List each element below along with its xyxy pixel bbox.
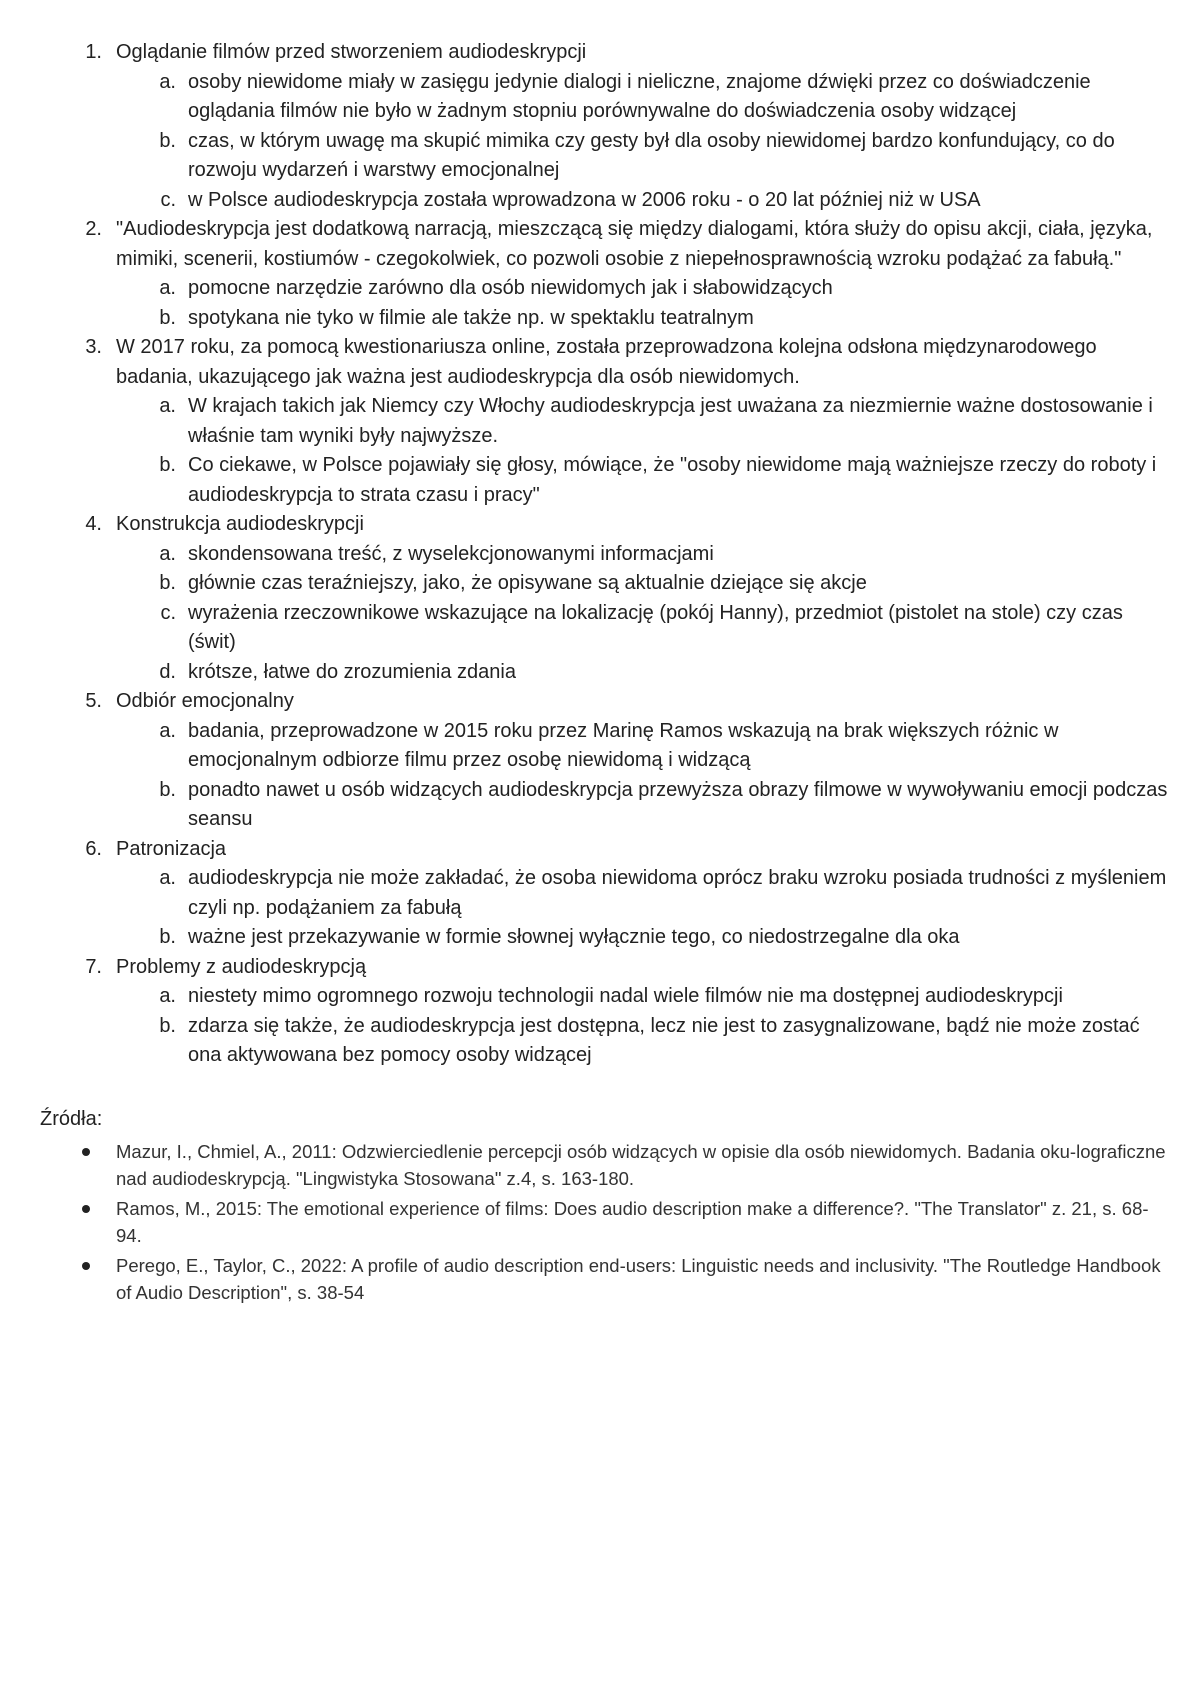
sources-list bbox=[40, 1138, 1170, 1306]
outline-item-number: 2. bbox=[85, 218, 102, 240]
outline-subitem-text: osoby niewidome miały w zasięgu jedynie dialogi i nieliczne, znajome dźwięki przez co doświadczenie oglądania filmów nie było w żadnym stopniu porównywalne do doświadczenia osoby widzącej bbox=[188, 70, 1091, 122]
outline-item bbox=[40, 835, 1170, 953]
outline-item-number: 6. bbox=[85, 837, 102, 860]
outline-item-text: Patronizacja bbox=[116, 837, 227, 860]
outline-subitem-letter: b. bbox=[159, 1014, 176, 1037]
outline-subitem bbox=[116, 982, 1170, 1012]
outline-subitem-letter: b. bbox=[159, 306, 176, 329]
outline-sublist bbox=[116, 392, 1170, 510]
outline-subitem-text: głównie czas teraźniejszy, jako, że opisywane są aktualnie dziejące się akcje bbox=[188, 572, 867, 594]
outline-item-number: 3. bbox=[85, 336, 102, 358]
outline-subitem-text: pomocne narzędzie zarówno dla osób niewidomych jak i słabowidzących bbox=[188, 277, 833, 299]
outline-item-text: W 2017 roku, za pomocą kwestionariusza online, została przeprowadzona kolejna odsłona międzynarodowego badania, ukazującego jak ważna jest audiodeskrypcja dla osób niewidomych. bbox=[116, 336, 1097, 388]
outline-subitem-text: zdarza się także, że audiodeskrypcja jest dostępna, lecz nie jest to zasygnalizowane, bądź nie może zostać ona aktywowana bez pomocy osoby widzącej bbox=[188, 1014, 1140, 1066]
outline-subitem bbox=[116, 127, 1170, 186]
outline-subitem-text: krótsze, łatwe do zrozumienia zdania bbox=[188, 660, 516, 683]
outline-subitem-text: spotykana nie tyko w filmie ale także np. w spektaklu teatralnym bbox=[188, 306, 754, 329]
outline-list bbox=[40, 38, 1170, 1071]
outline-sublist bbox=[116, 864, 1170, 953]
outline-subitem bbox=[116, 186, 1170, 216]
outline-subitem-letter: a. bbox=[159, 542, 176, 565]
outline-subitem-text: audiodeskrypcja nie może zakładać, że osoba niewidoma oprócz braku wzroku posiada trudności z myśleniem czyli np. podążaniem za fabułą bbox=[188, 867, 1167, 919]
outline-subitem-text: w Polsce audiodeskrypcja została wprowadzona w 2006 roku - o 20 lat później niż w USA bbox=[188, 188, 981, 211]
outline-subitem-text: wyrażenia rzeczownikowe wskazujące na lokalizację (pokój Hanny), przedmiot (pistolet na stole) czy czas (świt) bbox=[188, 601, 1123, 653]
outline-sublist bbox=[116, 68, 1170, 216]
outline-sublist bbox=[116, 717, 1170, 835]
outline-item bbox=[40, 38, 1170, 215]
outline-subitem-text: czas, w którym uwagę ma skupić mimika czy gesty był dla osoby niewidomej bardzo konfundujący, co do rozwoju wydarzeń i warstwy emocjonalnej bbox=[188, 129, 1115, 181]
outline-subitem-text: niestety mimo ogromnego rozwoju technologii nadal wiele filmów nie ma dostępnej audiodeskrypcji bbox=[188, 985, 1063, 1007]
outline-subitem-text: ważne jest przekazywanie w formie słownej wyłącznie tego, co niedostrzegalne dla oka bbox=[188, 926, 960, 948]
outline-subitem-letter: b. bbox=[159, 926, 176, 948]
outline-subitem bbox=[116, 599, 1170, 658]
outline-item-text: Konstrukcja audiodeskrypcji bbox=[116, 513, 364, 535]
outline-subitem bbox=[116, 451, 1170, 510]
source-item bbox=[40, 1138, 1170, 1192]
outline-subitem-letter: d. bbox=[159, 660, 176, 683]
outline-sublist bbox=[116, 982, 1170, 1071]
outline-subitem-letter: a. bbox=[159, 395, 176, 417]
outline-subitem bbox=[116, 392, 1170, 451]
outline-subitem-letter: c. bbox=[160, 601, 176, 624]
outline-item-text: Problemy z audiodeskrypcją bbox=[116, 955, 367, 978]
outline-subitem-letter: a. bbox=[159, 719, 176, 742]
outline-subitem bbox=[116, 923, 1170, 953]
outline-subitem-letter: b. bbox=[159, 572, 176, 594]
outline-item bbox=[40, 510, 1170, 687]
outline-item bbox=[40, 333, 1170, 510]
bullet-icon bbox=[82, 1262, 90, 1270]
outline-subitem-letter: a. bbox=[159, 277, 176, 299]
outline-subitem bbox=[116, 540, 1170, 570]
source-item bbox=[40, 1195, 1170, 1249]
outline-subitem-text: W krajach takich jak Niemcy czy Włochy audiodeskrypcja jest uważana za niezmiernie ważne dostosowanie i właśnie tam wyniki były najwyższe. bbox=[188, 395, 1153, 447]
source-item-text: Ramos, M., 2015: The emotional experience of films: Does audio description make a difference?. "The Translator" z. 21, s. 68-94. bbox=[116, 1197, 1149, 1246]
outline-item-text: "Audiodeskrypcja jest dodatkową narracją, mieszczącą się między dialogami, która służy do opisu akcji, ciała, języka, mimiki, scenerii, kostiumów - czegokolwiek, co pozwoli osobie z niepełnosprawnością wzroku podążać za fabułą." bbox=[116, 218, 1153, 270]
outline-item-text: Odbiór emocjonalny bbox=[116, 690, 294, 712]
document-content bbox=[40, 38, 1170, 1309]
outline-subitem bbox=[116, 864, 1170, 923]
outline-subitem bbox=[116, 658, 1170, 688]
outline-subitem bbox=[116, 776, 1170, 835]
outline-subitem-letter: b. bbox=[159, 454, 176, 476]
outline-subitem-letter: a. bbox=[159, 867, 176, 889]
outline-subitem bbox=[116, 717, 1170, 776]
outline-subitem-text: ponadto nawet u osób widzących audiodeskrypcja przewyższa obrazy filmowe w wywoływaniu emocji podczas seansu bbox=[188, 778, 1168, 830]
bullet-icon bbox=[82, 1148, 90, 1156]
source-item-text: Perego, E., Taylor, C., 2022: A profile of audio description end-users: Linguistic needs and inclusivity. "The Routledge Handbook of Audio Description", s. 38-54 bbox=[116, 1254, 1161, 1303]
outline-item-text: Oglądanie filmów przed stworzeniem audiodeskrypcji bbox=[116, 41, 587, 63]
outline-subitem-letter: b. bbox=[159, 129, 176, 152]
outline-item-number: 7. bbox=[85, 955, 102, 978]
outline-sublist bbox=[116, 540, 1170, 688]
bullet-icon bbox=[82, 1205, 90, 1213]
outline-subitem bbox=[116, 274, 1170, 304]
outline-item-number: 5. bbox=[85, 690, 102, 712]
outline-subitem-text: Co ciekawe, w Polsce pojawiały się głosy, mówiące, że "osoby niewidome mają ważniejsze rzeczy do roboty i audiodeskrypcja to strata czasu i pracy" bbox=[188, 454, 1157, 506]
outline-sublist bbox=[116, 274, 1170, 333]
outline-subitem-text: skondensowana treść, z wyselekcjonowanymi informacjami bbox=[188, 542, 714, 565]
outline-item-number: 1. bbox=[85, 41, 102, 63]
outline-item bbox=[40, 687, 1170, 835]
outline-item-number: 4. bbox=[85, 513, 102, 535]
outline-subitem-letter: b. bbox=[159, 778, 176, 801]
outline-item bbox=[40, 215, 1170, 333]
outline-subitem bbox=[116, 68, 1170, 127]
outline-subitem-text: badania, przeprowadzone w 2015 roku przez Marinę Ramos wskazują na brak większych różnic w emocjonalnym odbiorze filmu przez osobę niewidomą i widzącą bbox=[188, 719, 1059, 771]
sources-heading: Źródła: bbox=[40, 1107, 103, 1130]
outline-subitem-letter: c. bbox=[160, 188, 176, 211]
outline-subitem-letter: a. bbox=[159, 985, 176, 1007]
outline-item bbox=[40, 953, 1170, 1071]
outline-subitem bbox=[116, 304, 1170, 334]
outline-subitem bbox=[116, 569, 1170, 599]
outline-subitem-letter: a. bbox=[159, 70, 176, 93]
outline-subitem bbox=[116, 1012, 1170, 1071]
source-item bbox=[40, 1252, 1170, 1306]
source-item-text: Mazur, I., Chmiel, A., 2011: Odzwierciedlenie percepcji osób widzących w opisie dla osób niewidomych. Badania oku-lograficzne nad audiodeskrypcją. "Lingwistyka Stosowana" z.4, s. 163-180. bbox=[116, 1140, 1166, 1189]
